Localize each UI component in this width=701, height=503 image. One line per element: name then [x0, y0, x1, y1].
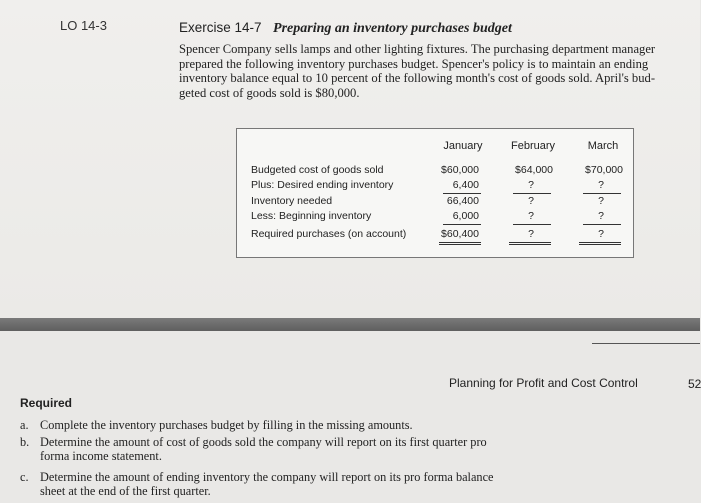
underline — [583, 224, 621, 225]
row-label-beginning-inventory: Less: Beginning inventory — [251, 210, 372, 222]
column-header-march: March — [587, 140, 619, 152]
row-label-budgeted-cogs: Budgeted cost of goods sold — [251, 164, 384, 176]
double-underline — [439, 242, 481, 245]
cell-jan-required-purchases: $60,400 — [441, 228, 479, 240]
required-heading: Required — [20, 396, 73, 410]
underline — [513, 224, 551, 225]
cell-feb-cogs: $64,000 — [515, 164, 553, 176]
intro-line: prepared the following inventory purchases budget. Spencer's policy is to maintain an ending — [179, 56, 649, 71]
cell-feb-ending-inventory: ? — [528, 179, 534, 191]
column-header-february: February — [510, 140, 556, 152]
cell-feb-required-purchases: ? — [528, 228, 534, 240]
required-item-a — [20, 418, 680, 432]
cell-mar-required-purchases: ? — [598, 228, 604, 240]
required-item-b — [20, 435, 680, 463]
exercise-heading — [179, 20, 512, 37]
item-letter: c. — [20, 470, 29, 484]
exercise-intro — [179, 42, 697, 100]
learning-objective-label: LO 14-3 — [60, 18, 107, 33]
underline — [443, 224, 481, 225]
required-item-c — [20, 470, 680, 498]
exercise-number: Exercise 14-7 — [179, 20, 262, 35]
underline — [513, 193, 551, 194]
rule-line — [592, 343, 700, 344]
item-line: forma income statement. — [40, 449, 162, 463]
cell-jan-inventory-needed: 66,400 — [446, 195, 479, 207]
item-letter: b. — [20, 435, 30, 449]
intro-line: inventory balance equal to 10 percent of the following month's cost of goods sold. April's bud- — [179, 71, 656, 86]
cell-feb-inventory-needed: ? — [528, 195, 534, 207]
page-number: 52 — [688, 377, 701, 391]
exercise-title: Preparing an inventory purchases budget — [273, 21, 512, 36]
item-line: sheet at the end of the first quarter. — [40, 484, 211, 498]
double-underline — [579, 242, 621, 245]
underline — [583, 193, 621, 194]
item-letter: a. — [20, 418, 29, 432]
intro-line: Spencer Company sells lamps and other lighting fixtures. The purchasing department manager — [179, 42, 656, 56]
row-label-inventory-needed: Inventory needed — [251, 195, 333, 207]
cell-jan-beginning-inventory: 6,000 — [452, 210, 479, 222]
cell-mar-inventory-needed: ? — [598, 195, 604, 207]
intro-line: geted cost of goods sold is $80,000. — [179, 85, 360, 100]
cell-feb-beginning-inventory: ? — [528, 210, 534, 222]
underline — [443, 193, 481, 194]
cell-jan-ending-inventory: 6,400 — [452, 179, 479, 191]
item-line: Complete the inventory purchases budget by filling in the missing amounts. — [40, 418, 413, 432]
cell-mar-cogs: $70,000 — [585, 164, 623, 176]
cell-jan-cogs: $60,000 — [441, 164, 479, 176]
row-label-required-purchases: Required purchases (on account) — [251, 228, 407, 240]
running-footer-title: Planning for Profit and Cost Control — [449, 376, 638, 390]
item-line: Determine the amount of cost of goods sold the company will report on its first quarter pro — [40, 435, 487, 449]
row-label-desired-ending-inventory: Plus: Desired ending inventory — [251, 179, 394, 191]
cell-mar-beginning-inventory: ? — [598, 210, 604, 222]
inventory-purchases-budget-table — [236, 128, 634, 258]
double-underline — [509, 242, 551, 245]
page-divider-bar — [0, 318, 700, 331]
cell-mar-ending-inventory: ? — [598, 179, 604, 191]
column-header-january: January — [443, 140, 483, 152]
item-line: Determine the amount of ending inventory the company will report on its pro forma balance — [40, 470, 494, 484]
